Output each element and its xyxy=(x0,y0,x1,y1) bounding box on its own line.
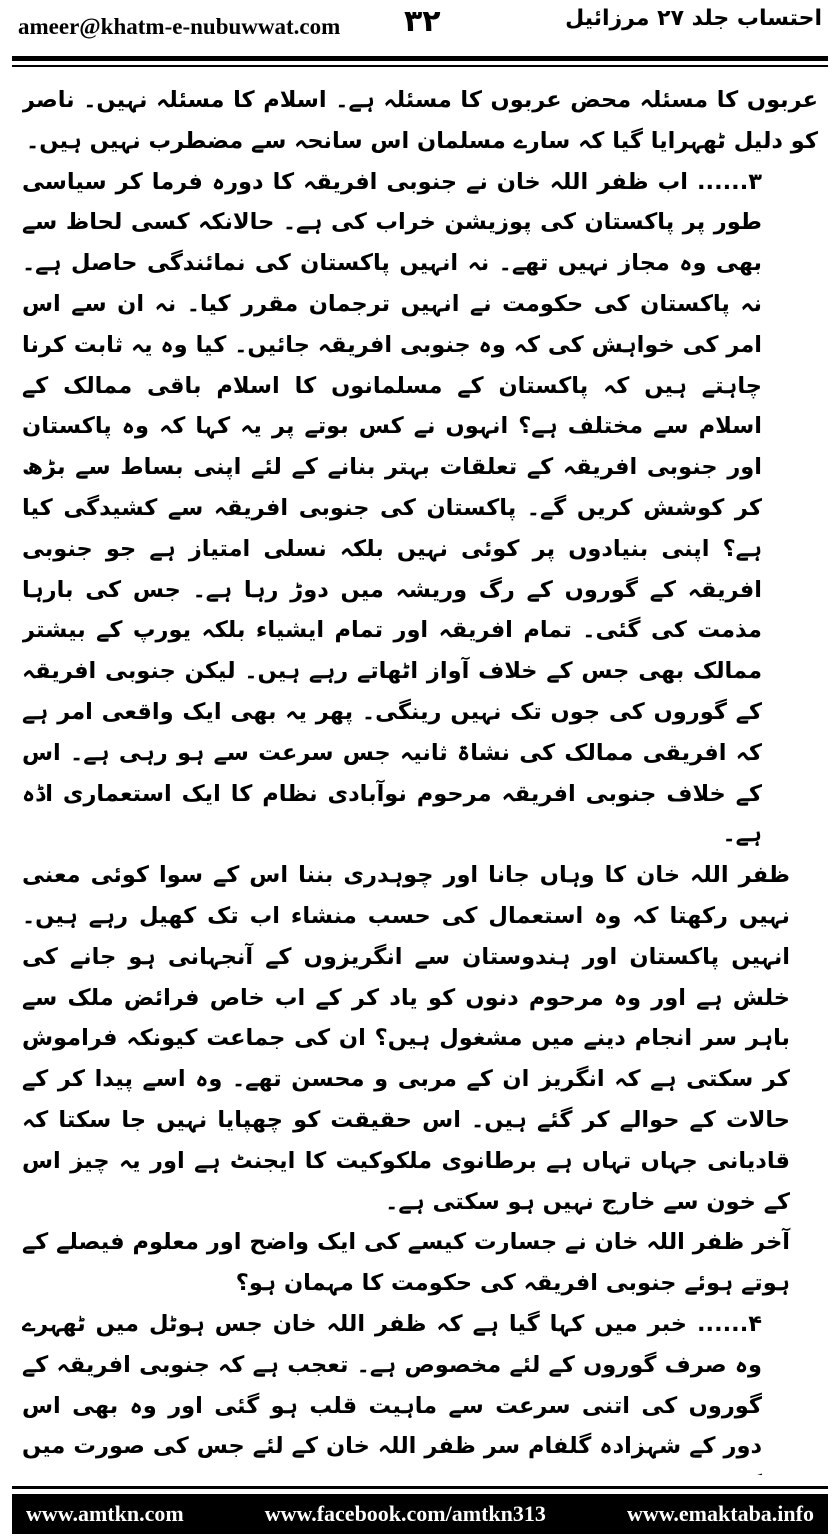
book-title: احتساب جلد ۲۷ مرزائیل xyxy=(565,6,822,31)
paragraph: ۳...... اب ظفر اللہ خان نے جنوبی افریقہ کا دورہ فرما کر سیاسی طور پر پاکستان کی پوزیشن خراب کی ہے۔ حالانکہ کسی لحاظ سے بھی وہ مجاز نہیں تھے۔ نہ انہیں پاکستان کی نمائندگی حاصل ہے۔ نہ پاکستان کی حکومت نے انہیں ترجمان مقرر کیا۔ نہ ان سے اس امر کی خواہش کی کہ وہ جنوبی افریقہ جائیں۔ کیا وہ یہ ثابت کرنا چاہتے ہیں کہ پاکستان کے مسلمانوں کا اسلام باقی ممالک کے اسلام سے مختلف ہے؟ انہوں نے کس بوتے پر یہ کہا کہ وہ پاکستان اور جنوبی افریقہ کے تعلقات بہتر بنانے کے لئے اپنی بساط سے بڑھ کر کوشش کریں گے۔ پاکستان کی جنوبی افریقہ سے کشیدگی کیا ہے؟ اپنی بنیادوں پر کوئی نہیں بلکہ نسلی امتیاز ہے جو جنوبی افریقہ کے گوروں کے رگ وریشہ میں دوڑ رہا ہے۔ جس کی بارہا مذمت کی گئی۔ تمام افریقہ اور تمام ایشیاء بلکہ یورپ کے بیشتر ممالک بھی جس کے خلاف آواز اٹھاتے رہے ہیں۔ لیکن جنوبی افریقہ کے گوروں کی جوں تک نہیں رینگی۔ پھر یہ بھی ایک واقعی امر ہے کہ افریقی ممالک کی نشاۃ ثانیہ جس سرعت سے ہو رہی ہے۔ اس کے خلاف جنوبی افریقہ مرحوم نوآبادی نظام کا ایک استعماری اڈہ ہے۔ xyxy=(22,168,762,848)
page-footer xyxy=(12,1494,828,1534)
paragraph: آخر ظفر اللہ خان نے جسارت کیسے کی ایک واضح اور معلوم فیصلے کے ہوتے ہوئے جنوبی افریقہ کی حکومت کا مہمان ہو؟ xyxy=(22,1229,790,1297)
paragraph: عربوں کا مسئلہ محض عربوں کا مسئلہ ہے۔ اسلام کا مسئلہ نہیں۔ ناصر کو دلیل ٹھہرایا گیا کہ سارے مسلمان اس سانحہ سے مضطرب نہیں ہیں۔ xyxy=(22,87,818,154)
page-header xyxy=(12,0,828,56)
header-rule-thin xyxy=(12,65,828,67)
footer-link-amtkn[interactable]: www.amtkn.com xyxy=(26,1501,184,1526)
paragraph: ۴...... خبر میں کہا گیا ہے کہ ظفر اللہ خان جس ہوٹل میں ٹھہرے وہ صرف گوروں کے لئے مخصوص ہے۔ تعجب ہے کہ جنوبی افریقہ کے گوروں کی اتنی سرعت سے ماہیت قلب ہو گئی اور وہ بھی اس دور کے شہزادہ گلفام سر ظفر اللہ خان کے لئے جس کی صورت میں xyxy=(22,1310,762,1460)
footer-link-facebook[interactable]: www.facebook.com/amtkn313 xyxy=(264,1501,546,1526)
footer-rule xyxy=(12,1486,828,1489)
header-email: ameer@khatm-e-nubuwwat.com xyxy=(18,14,341,39)
header-rule xyxy=(12,56,828,61)
page-number: ۳۲ xyxy=(404,4,441,39)
paragraph: ظفر اللہ خان کا وہاں جانا اور چوہدری بننا اس کے سوا کوئی معنی نہیں رکھتا کہ وہ استعمال کی حسب منشاء اب تک کھیل رہے ہیں۔ انہیں پاکستان اور ہندوستان سے انگریزوں کے آنجہانی ہو جانے کی خلش ہے اور وہ مرحوم دنوں کو یاد کر کے اب خاص فرائض ملک سے باہر سر انجام دینے میں مشغول ہیں؟ ان کی جماعت کیونکہ فراموش کر سکتی ہے کہ انگریز ان کے مربی و محسن تھے۔ وہ اسے پیدا کر کے حالات کے حوالے کر گئے ہیں۔ اس حقیقت کو چھپایا نہیں جا سکتا کہ قادیانی جہاں تہاں ہے برطانوی ملکوکیت کا ایجنٹ ہے اور یہ چیز اس کے خون سے خارج نہیں ہو سکتی ہے۔ xyxy=(22,862,790,1215)
footer-link-emaktaba[interactable]: www.emaktaba.info xyxy=(626,1501,814,1526)
body-text xyxy=(22,80,818,1475)
